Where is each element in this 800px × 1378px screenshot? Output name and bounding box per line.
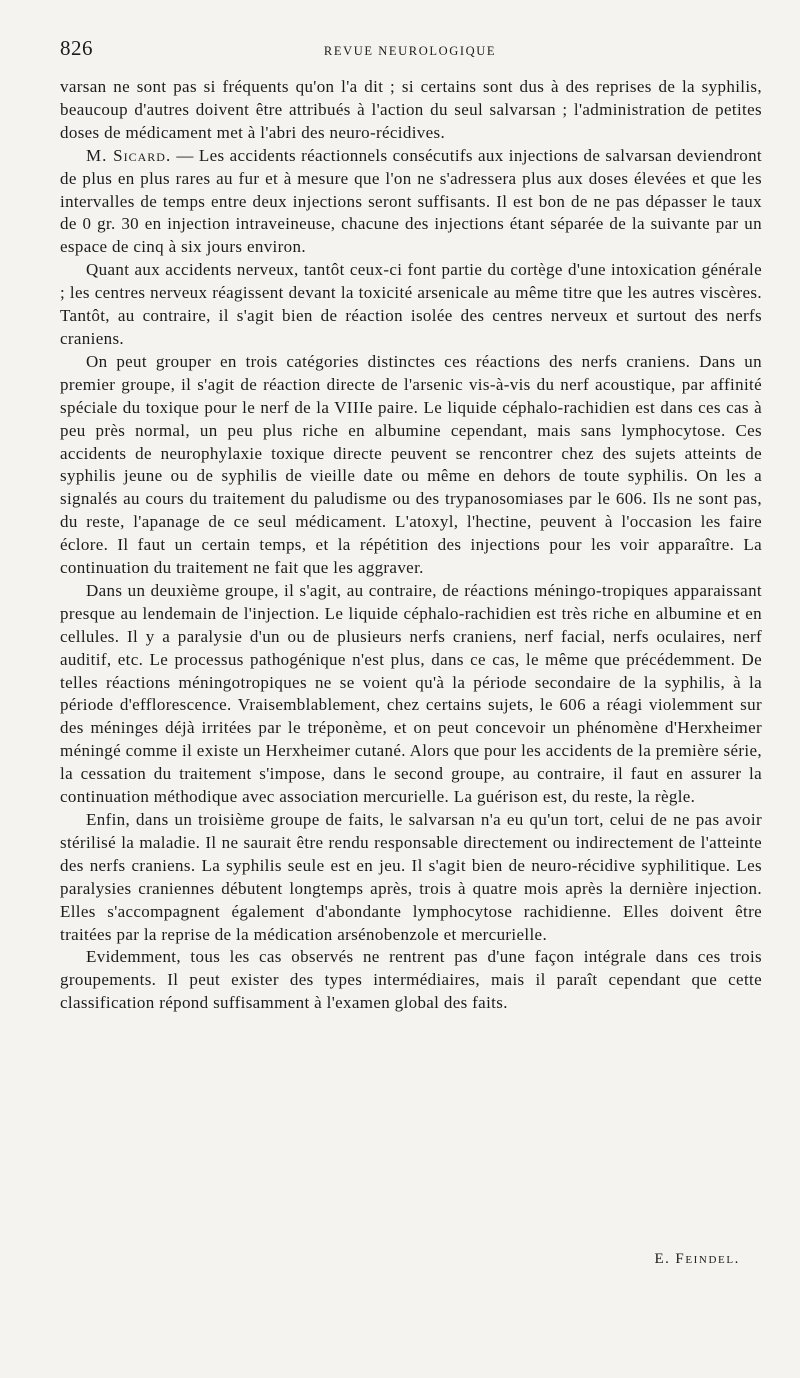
paragraph-nervous-accidents: Quant aux accidents nerveux, tantôt ceux-ci font partie du cortège d'une intoxication générale ; les centres nerveux réagissent devant la toxicité arsenicale au même titre que les autres viscères. Tantôt, au contraire, il s'agit bien de réaction isolée des centres nerveux et surtout des nerfs craniens. [60,260,762,348]
paragraph-third-group: Enfin, dans un troisième groupe de faits, le salvarsan n'a eu qu'un tort, celui de ne pas avoir stérilisé la maladie. Il ne saurait être rendu responsable directement ou indirectement de l'atteinte des nerfs craniens. La syphilis seule est en jeu. Il s'agit bien de neuro-récidive syphilitique. Les paralysies craniennes débutent longtemps après, trois à quatre mois après la dernière injection. Elles s'accompagnent également d'abondante lymphocytose rachidienne. Elles doivent être traitées par la reprise de la médication arsénobenzole et mercurielle. [60,810,762,944]
signature-initial: E. [654,1251,671,1267]
page-number: 826 [60,36,93,60]
page-header [60,36,760,66]
paragraph-continuation: varsan ne sont pas si fréquents qu'on l'a dit ; si certains sont dus à des reprises de la syphilis, beaucoup d'autres doivent être attribués à l'action du seul salvarsan ; l'administration de petites doses de médicament met à l'abri des neuro-récidives. [60,77,762,142]
paragraph-sicard-text: — Les accidents réactionnels consécutifs aux injections de salvarsan deviendront de plus en plus rares au fur et à mesure que l'on ne s'adressera plus aux doses élevées et que les intervalles de temps entre deux injections seront suffisants. Il est bon de ne pas dépasser le taux de 0 gr. 30 en injection intraveineuse, chacune des injections étant séparée de la suivante par un espace de cinq à six jours environ. [60,145,762,257]
paragraph-sicard [60,145,762,260]
paragraph-first-group: On peut grouper en trois catégories distinctes ces réactions des nerfs craniens. Dans un premier groupe, il s'agit de réaction directe de l'arsenic vis-à-vis du nerf acoustique, par affinité spéciale du toxique pour le nerf de la VIIIe paire. Le liquide céphalo-rachidien est dans ces cas à peu près normal, un peu plus riche en albumine cependant, mais sans lymphocytose. Ces accidents de neurophylaxie toxique directe peuvent se rencontrer chez des sujets atteints de syphilis jeune ou de syphilis de vieille date ou même en dehors de toute syphilis. On les a signalés au cours du traitement du paludisme ou des trypanosomiases par le 606. Ils ne sont pas, du reste, l'apanage de ce seul médicament. L'atoxyl, l'hectine, peuvent à l'occasion les faire éclore. Il faut un certain temps, et la répétition des injections pour les voir apparaître. La continuation du traitement ne fait que les aggraver. [60,351,762,578]
paragraph-second-group: Dans un deuxième groupe, il s'agit, au contraire, de réactions méningo-tropiques apparaissant presque au lendemain de l'injection. Le liquide céphalo-rachidien est très riche en albumine et en cellules. Il y a paralysie d'un ou de plusieurs nerfs craniens, nerf facial, nerfs oculaires, nerf auditif, etc. Le processus pathogénique n'est plus, dans ce cas, le même que précédemment. De telles réactions méningotropiques ne se voient qu'à la période secondaire de la syphilis, à la période d'efflorescence. Vraisemblablement, chez certains sujets, le 606 a réagi violemment sur des méninges déjà irritées par le tréponème, et on peut concevoir un phénomène d'Herxheimer méningé comme il existe un Herxheimer cutané. Alors que pour les accidents de la première série, la cessation du traitement s'impose, dans le second groupe, au contraire, il faut en assurer la continuation méthodique avec association mercurielle. La guérison est, du reste, la règle. [60,580,762,807]
signature [655,1251,740,1268]
article-body [60,76,762,1015]
running-title: REVUE NEUROLOGIQUE [323,44,497,58]
paragraph-conclusion: Evidemment, tous les cas observés ne rentrent pas d'une façon intégrale dans ces trois groupements. Il peut exister des types intermédiaires, mais il paraît cependant que cette classification répond suffisamment à l'examen global des faits. [60,947,762,1013]
author-name: M. Sicard. [86,145,172,165]
signature-name: Feindel. [675,1251,740,1267]
